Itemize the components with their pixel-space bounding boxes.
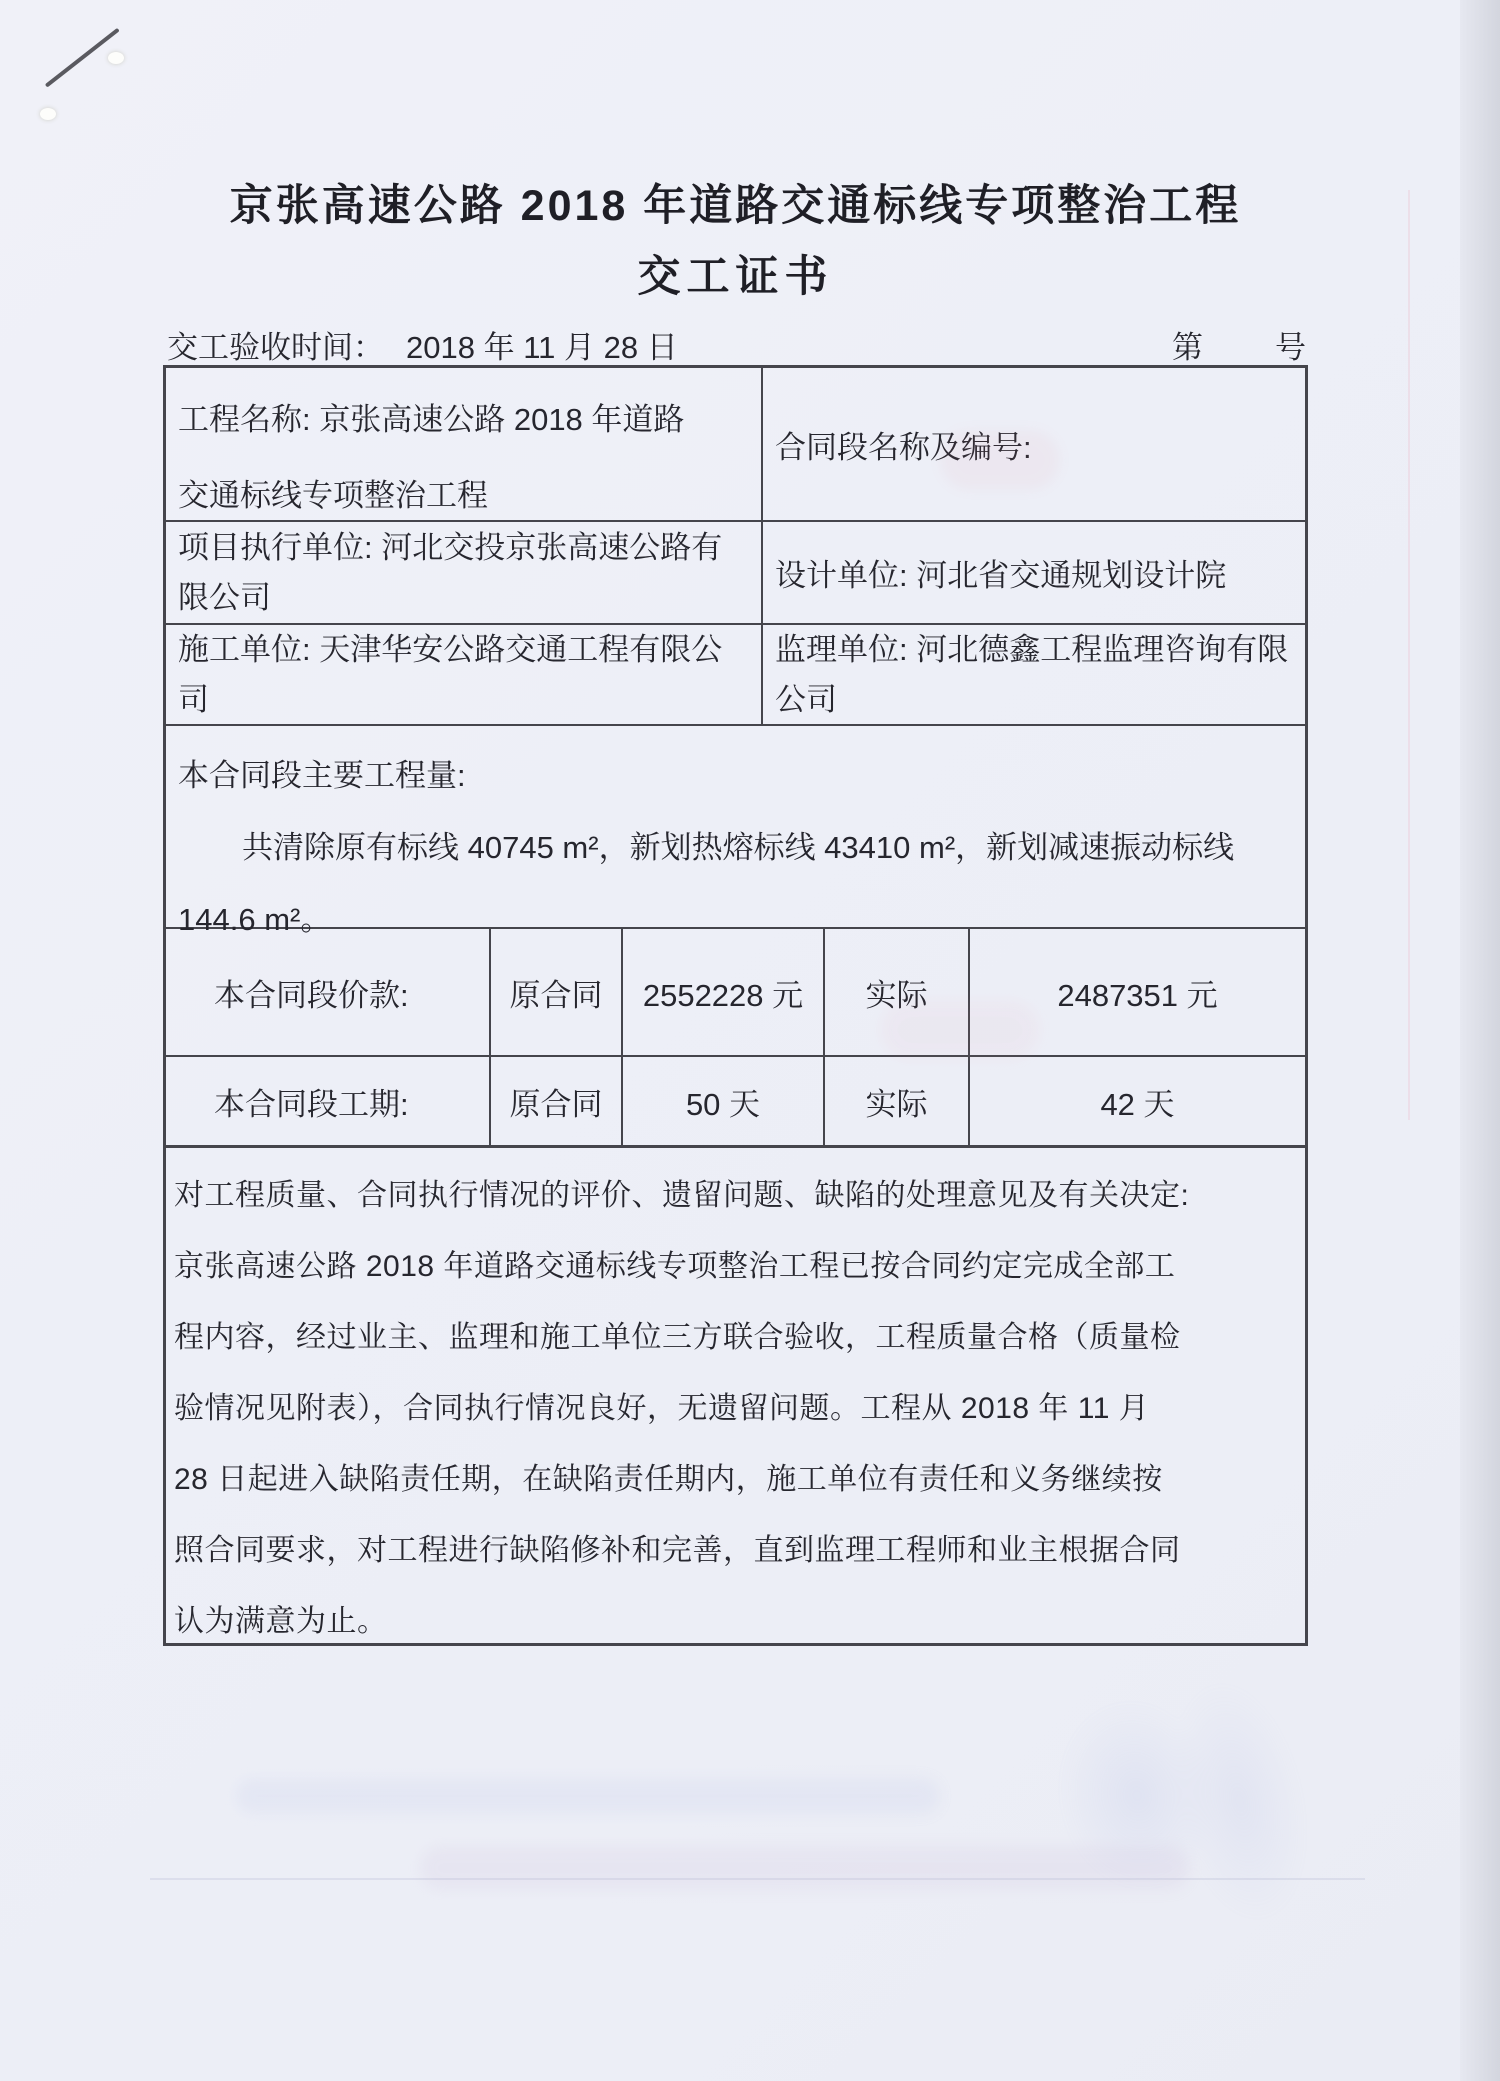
document-title-line1: 京张高速公路 2018 年道路交通标线专项整治工程	[229, 182, 1242, 230]
staple-glint	[40, 108, 56, 120]
executing-unit-cell	[166, 522, 761, 623]
certificate-number-prefix: 第	[1172, 330, 1203, 365]
paper-crease-line	[1408, 190, 1410, 1120]
bleedthrough-handwriting-band	[420, 1846, 1190, 1890]
duration-actual-label-cell	[823, 1057, 968, 1145]
bleedthrough-scribble	[986, 1649, 1365, 1982]
duration-original-label: 原合同	[509, 1086, 603, 1122]
price-label: 本合同段价款:	[214, 977, 409, 1013]
price-original-label-cell	[489, 929, 621, 1055]
supervision-unit-text: 监理单位: 河北德鑫工程监理咨询有限公司	[775, 631, 1289, 717]
remarks-line: 京张高速公路 2018 年道路交通标线专项整治工程已按合同约定完成全部工	[174, 1250, 1176, 1283]
bleedthrough-rule-line	[150, 1878, 1365, 1880]
duration-label-cell	[166, 1057, 489, 1145]
acceptance-date: 2018 年 11 月 28 日	[406, 330, 678, 365]
design-unit-cell	[761, 522, 1305, 623]
certificate-table	[163, 365, 1308, 1646]
price-actual-value-cell	[968, 929, 1305, 1055]
staple-mark	[46, 56, 132, 118]
quantities-body-line2: 144.6 m²。	[178, 902, 332, 937]
contract-section-label: 合同段名称及编号:	[775, 429, 1032, 465]
bleedthrough-text-band	[235, 1778, 940, 1814]
duration-original-value-cell	[621, 1057, 823, 1145]
table-row-duration	[166, 1055, 1305, 1145]
remarks-line: 对工程质量、合同执行情况的评价、遗留问题、缺陷的处理意见及有关决定:	[174, 1179, 1190, 1212]
price-original-label: 原合同	[509, 977, 603, 1013]
price-label-cell	[166, 929, 489, 1055]
project-name-line1: 工程名称: 京张高速公路 2018 年道路	[178, 402, 685, 437]
duration-original-label-cell	[489, 1057, 621, 1145]
executing-unit-text: 项目执行单位: 河北交投京张高速公路有限公司	[178, 529, 723, 615]
table-row-remarks	[166, 1145, 1305, 1643]
price-actual-value: 2487351 元	[1057, 977, 1218, 1013]
scan-edge-shadow	[1460, 0, 1500, 2081]
supervision-unit-cell	[761, 625, 1305, 724]
construction-unit-text: 施工单位: 天津华安公路交通工程有限公司	[178, 631, 723, 717]
design-unit-text: 设计单位: 河北省交通规划设计院	[775, 558, 1227, 593]
remarks-line: 程内容，经过业主、监理和施工单位三方联合验收，工程质量合格（质量检	[174, 1321, 1181, 1354]
project-name-cell	[166, 368, 761, 520]
quantities-heading: 本合同段主要工程量:	[178, 758, 466, 793]
duration-actual-value: 42 天	[1100, 1086, 1175, 1122]
contract-section-cell	[761, 368, 1305, 520]
price-actual-label: 实际	[865, 977, 928, 1013]
acceptance-time-label: 交工验收时间：	[167, 330, 384, 365]
table-row-executing-design	[166, 520, 1305, 623]
quantities-body-line1: 共清除原有标线 40745 m²，新划热熔标线 43410 m²，新划减速振动标线	[242, 830, 1235, 865]
duration-original-value: 50 天	[685, 1086, 761, 1122]
table-row-price	[166, 927, 1305, 1055]
duration-actual-value-cell	[968, 1057, 1305, 1145]
remarks-line: 认为满意为止。	[174, 1605, 388, 1638]
price-actual-label-cell	[823, 929, 968, 1055]
remarks-line: 验情况见附表），合同执行情况良好，无遗留问题。工程从 2018 年 11 月	[174, 1392, 1150, 1425]
duration-actual-label: 实际	[865, 1086, 928, 1122]
remarks-line: 28 日起进入缺陷责任期，在缺陷责任期内，施工单位有责任和义务继续按	[174, 1463, 1163, 1496]
acceptance-meta-row	[167, 322, 1332, 364]
price-original-value-cell	[621, 929, 823, 1055]
table-row-quantities	[166, 724, 1305, 937]
price-original-value: 2552228 元	[642, 977, 804, 1013]
document-title-line2: 交工证书	[637, 253, 834, 301]
duration-label: 本合同段工期:	[214, 1086, 409, 1122]
table-row-project	[166, 368, 1305, 520]
project-name-line2: 交通标线专项整治工程	[178, 478, 488, 513]
table-row-construction-supervision	[166, 623, 1305, 724]
remarks-line: 照合同要求，对工程进行缺陷修补和完善，直到监理工程师和业主根据合同	[174, 1534, 1181, 1567]
staple-glint	[108, 52, 124, 64]
certificate-number-suffix: 号	[1275, 330, 1306, 365]
construction-unit-cell	[166, 625, 761, 724]
